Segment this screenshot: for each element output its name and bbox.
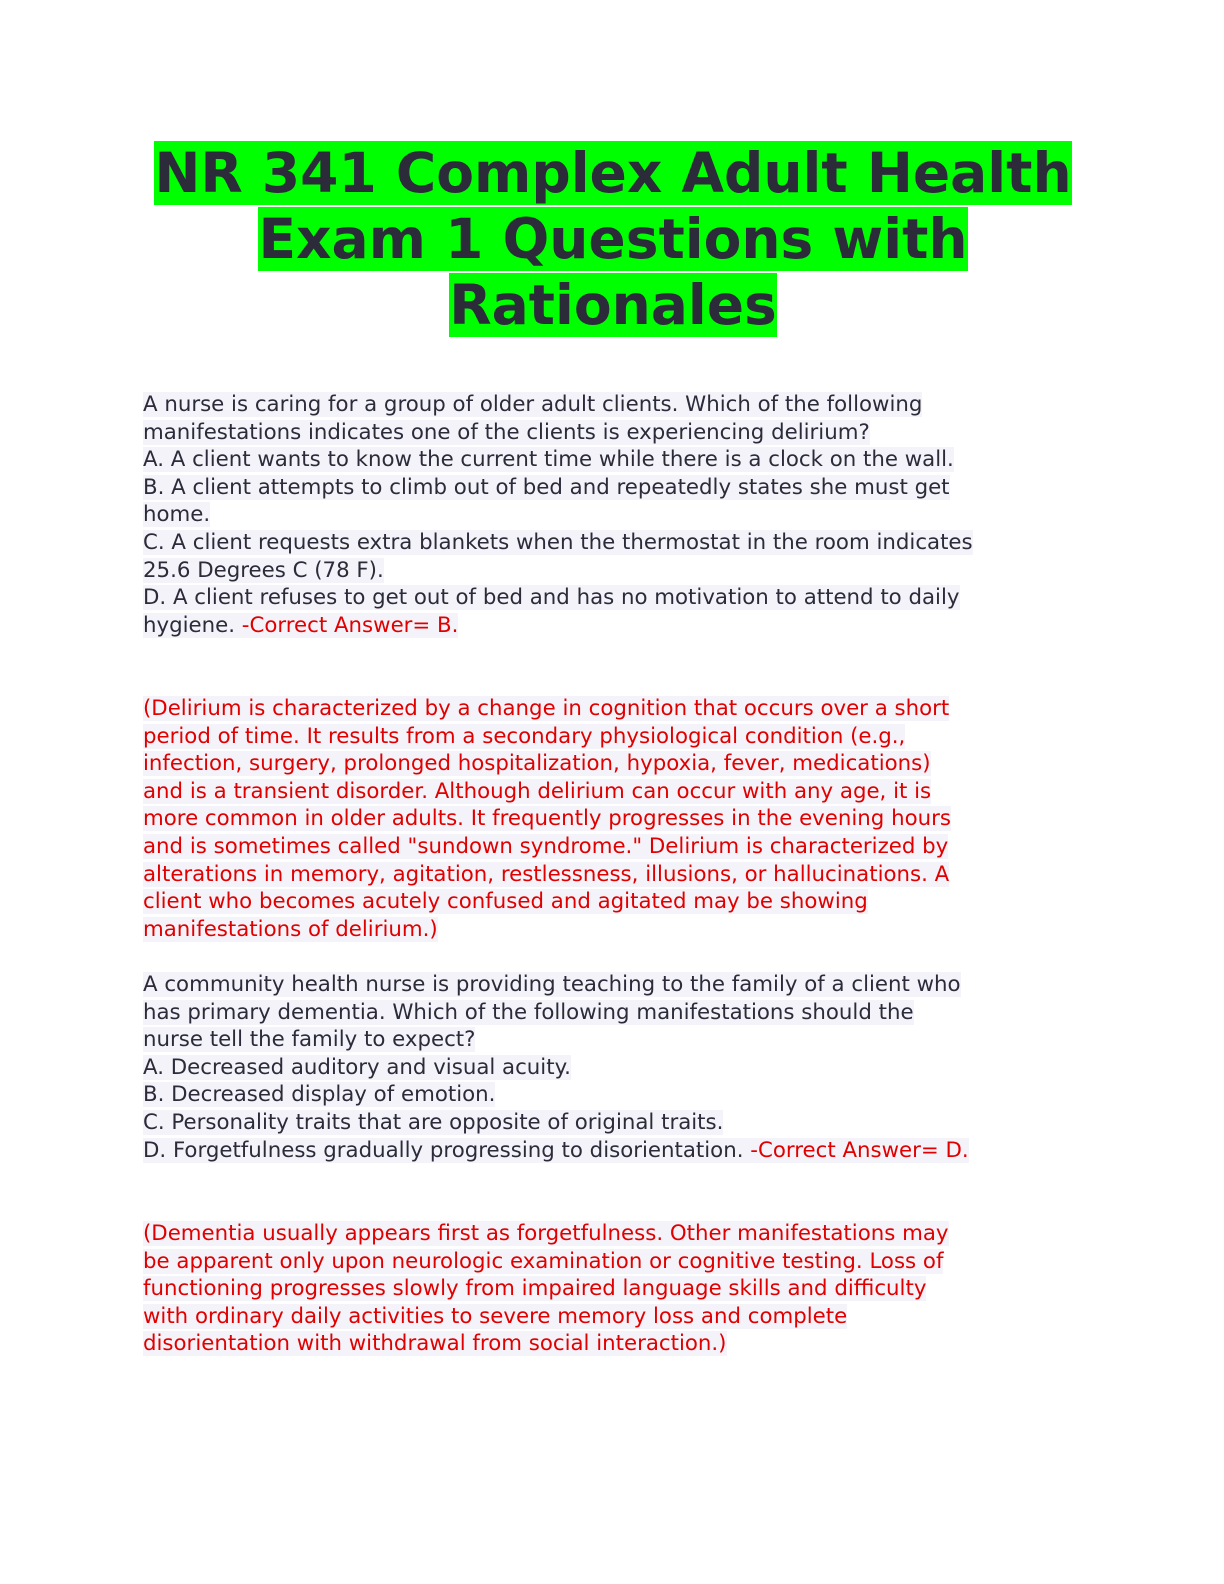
correct-answer: -Correct Answer= B.	[241, 612, 459, 638]
option-d: D. Forgetfulness gradually progressing to disorientation. -Correct Answer= D.	[143, 1137, 969, 1163]
rationale-1	[143, 695, 1083, 943]
question-2-line: nurse tell the family to expect?	[143, 1027, 476, 1053]
option-a: A. Decreased auditory and visual acuity.	[143, 1054, 571, 1080]
option-b-cont: home.	[143, 502, 211, 528]
option-c: C. Personality traits that are opposite of original traits.	[143, 1109, 724, 1135]
question-2	[143, 971, 1083, 1164]
rationale-line: client who becomes acutely confused and agitated may be showing	[143, 889, 868, 915]
rationale-line: period of time. It results from a secondary physiological condition (e.g.,	[143, 723, 906, 749]
rationale-line: disorientation with withdrawal from social interaction.)	[143, 1331, 727, 1357]
option-d: D. A client refuses to get out of bed and has no motivation to attend to daily	[143, 585, 960, 611]
document-page	[143, 140, 1083, 1357]
rationale-line: (Dementia usually appears first as forgetfulness. Other manifestations may	[143, 1221, 949, 1246]
rationale-line: manifestations of delirium.)	[143, 916, 438, 942]
question-1	[143, 391, 1083, 639]
page-title	[143, 140, 1083, 338]
title-line-2: Exam 1 Questions with	[258, 207, 968, 271]
rationale-line: and is sometimes called "sundown syndrome." Delirium is characterized by	[143, 833, 949, 859]
rationale-line: be apparent only upon neurologic examination or cognitive testing. Loss of	[143, 1248, 944, 1274]
rationale-line: functioning progresses slowly from impaired language skills and difficulty	[143, 1276, 927, 1302]
rationale-line: alterations in memory, agitation, restlessness, illusions, or hallucinations. A	[143, 861, 950, 887]
title-line-1: NR 341 Complex Adult Health	[154, 141, 1072, 205]
question-2-line: has primary dementia. Which of the following manifestations should the	[143, 999, 914, 1025]
rationale-line: infection, surgery, prolonged hospitalization, hypoxia, fever, medications)	[143, 751, 931, 777]
rationale-line: more common in older adults. It frequently progresses in the evening hours	[143, 806, 951, 832]
rationale-line: (Delirium is characterized by a change in cognition that occurs over a short	[143, 696, 950, 721]
question-1-line: manifestations indicates one of the clients is experiencing delirium?	[143, 419, 870, 445]
option-b: B. Decreased display of emotion.	[143, 1082, 496, 1108]
option-b: B. A client attempts to climb out of bed and repeatedly states she must get	[143, 474, 950, 500]
correct-answer: -Correct Answer= D.	[750, 1137, 969, 1163]
option-c-cont: 25.6 Degrees C (78 F).	[143, 557, 384, 583]
rationale-line: with ordinary daily activities to severe memory loss and complete	[143, 1303, 848, 1329]
rationale-2	[143, 1220, 1083, 1358]
title-line-3: Rationales	[449, 273, 777, 337]
question-2-line: A community health nurse is providing teaching to the family of a client who	[143, 972, 961, 997]
option-a: A. A client wants to know the current time while there is a clock on the wall.	[143, 447, 954, 473]
option-c: C. A client requests extra blankets when the thermostat in the room indicates	[143, 529, 973, 555]
question-1-line: A nurse is caring for a group of older adult clients. Which of the following	[143, 392, 923, 417]
option-d-cont: hygiene. -Correct Answer= B.	[143, 612, 459, 638]
rationale-line: and is a transient disorder. Although delirium can occur with any age, it is	[143, 778, 932, 804]
